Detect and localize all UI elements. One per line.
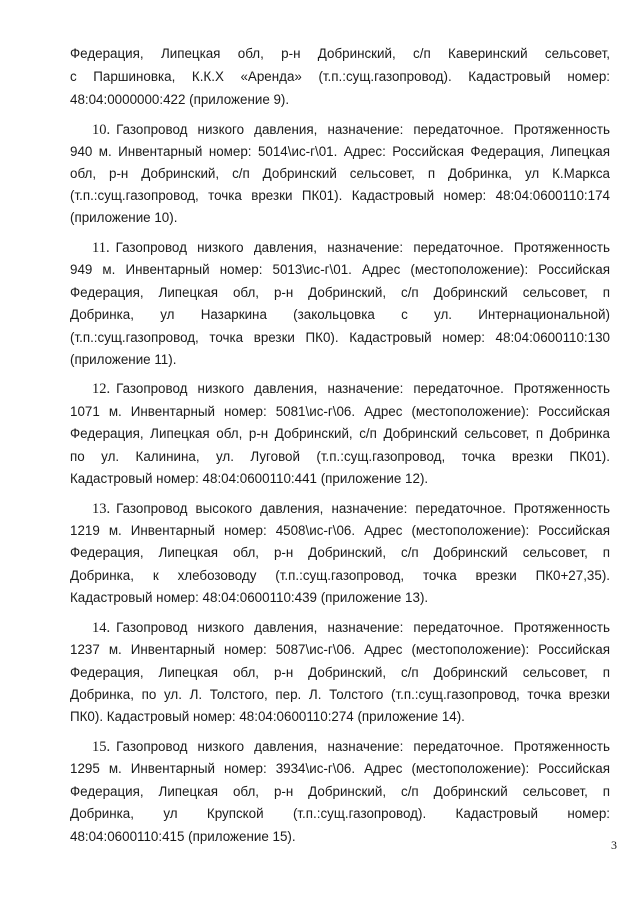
item-10-line: (т.п.:сущ.газопровод, точка врезки ПК01). Кадастровый номер: 48:04:0600110:174: [70, 188, 610, 203]
item-13-line: Кадастровый номер: 48:04:0600110:439 (приложение 13).: [70, 590, 429, 605]
item-12-line: Федерация, Липецкая обл, р-н Добринский, с/п Добринский сельсовет, п Добринка: [70, 426, 610, 441]
intro-line: с Паршиновка, К.К.Х «Аренда» (т.п.:сущ.газопровод). Кадастровый номер:: [70, 69, 610, 84]
item-10-line: 940 м. Инвентарный номер: 5014\ис-г\01. Адрес: Российская Федерация, Липецкая: [70, 144, 610, 159]
item-14-line: 1237 м. Инвентарный номер: 5087\ис-г\06. Адрес (местоположение): Российская: [70, 642, 610, 657]
item-10-line: (приложение 10).: [70, 210, 178, 225]
item-14-line: Добринка, по ул. Л. Толстого, пер. Л. Толстого (т.п.:сущ.газопровод, точка врезки: [70, 687, 610, 702]
item-11-line: Добринка, ул Назаркина (закольцовка с ул. Интернациональной): [70, 307, 610, 322]
item-13-line: Федерация, Липецкая обл, р-н Добринский, с/п Добринский сельсовет, п: [70, 545, 610, 560]
item-15-first-line: 15. Газопровод низкого давления, назначение: передаточное. Протяженность: [92, 739, 610, 755]
item-10-first-line: 10. Газопровод низкого давления, назначение: передаточное. Протяженность: [92, 122, 610, 138]
item-15-line: 1295 м. Инвентарный номер: 3934\ис-г\06. Адрес (местоположение): Российская: [70, 761, 610, 776]
item-number: 13.: [92, 501, 111, 517]
item-11-line: 949 м. Инвентарный номер: 5013\ис-г\01. Адрес (местоположение): Российская: [70, 262, 610, 277]
item-number: 11.: [92, 240, 110, 256]
item-15-line: 48:04:0600110:415 (приложение 15).: [70, 829, 296, 844]
page-number: 3: [611, 838, 617, 852]
item-12-line: Кадастровый номер: 48:04:0600110:441 (приложение 12).: [70, 471, 429, 486]
intro-line: 48:04:0000000:422 (приложение 9).: [70, 92, 290, 107]
item-number: 10.: [92, 122, 111, 138]
item-12-line: по ул. Калинина, ул. Луговой (т.п.:сущ.газопровод, точка врезки ПК01).: [70, 449, 610, 464]
item-11-line: (т.п.:сущ.газопровод, точка врезки ПК0). Кадастровый номер: 48:04:0600110:130: [70, 330, 610, 345]
item-number: 15.: [92, 739, 111, 755]
item-15-line: Федерация, Липецкая обл, р-н Добринский, с/п Добринский сельсовет, п: [70, 784, 610, 799]
item-11-line: (приложение 11).: [70, 352, 177, 367]
item-11-line: Федерация, Липецкая обл, р-н Добринский, с/п Добринский сельсовет, п: [70, 285, 610, 300]
item-13-line: Добринка, к хлебозоводу (т.п.:сущ.газопровод, точка врезки ПК0+27,35).: [70, 568, 610, 583]
item-11-first-line: 11. Газопровод низкого давления, назначение: передаточное. Протяженность: [92, 240, 610, 256]
item-12-line: 1071 м. Инвентарный номер: 5081\ис-г\06. Адрес (местоположение): Российская: [70, 404, 610, 419]
item-15-line: Добринка, ул Крупской (т.п.:сущ.газопровод). Кадастровый номер:: [70, 806, 610, 821]
item-13-first-line: 13. Газопровод высокого давления, назначение: передаточное. Протяженность: [92, 501, 610, 517]
item-13-line: 1219 м. Инвентарный номер: 4508\ис-г\06. Адрес (местоположение): Российская: [70, 523, 610, 538]
item-14-line: Федерация, Липецкая обл, р-н Добринский, с/п Добринский сельсовет, п: [70, 665, 610, 680]
item-number: 14.: [92, 620, 111, 636]
item-number: 12.: [92, 381, 111, 397]
item-10-line: обл, р-н Добринский, с/п Добринский сельсовет, п Добринка, ул К.Маркса: [70, 166, 610, 181]
item-14-line: ПК0). Кадастровый номер: 48:04:0600110:274 (приложение 14).: [70, 709, 465, 724]
item-12-first-line: 12. Газопровод низкого давления, назначение: передаточное. Протяженность: [92, 381, 610, 397]
item-14-first-line: 14. Газопровод низкого давления, назначение: передаточное. Протяженность: [92, 620, 610, 636]
intro-line: Федерация, Липецкая обл, р-н Добринский, с/п Каверинский сельсовет,: [70, 46, 610, 61]
